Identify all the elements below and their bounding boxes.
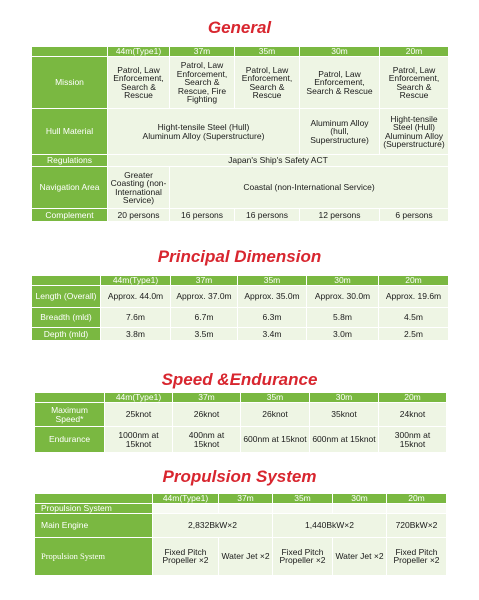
dimension-title: Principal Dimension [157, 247, 322, 266]
col-header-20m: 20m [380, 47, 449, 57]
endurance-20m: 300nm at 15knot [379, 427, 447, 453]
depth-30m: 3.0m [307, 328, 379, 341]
mission-20m: Patrol, Law Enforcement, Search & Rescue [380, 57, 449, 109]
length-20m: Approx. 19.6m [379, 286, 449, 308]
propulsion-header-fill [153, 504, 219, 514]
engine-35m-30m: 1,440BkW×2 [273, 513, 387, 537]
col-header-30m: 30m [307, 276, 379, 286]
complement-30m: 12 persons [300, 209, 380, 222]
speed-44m: 25knot [105, 403, 173, 427]
col-header-20m: 20m [387, 494, 447, 504]
row-label-mission: Mission [32, 57, 108, 109]
complement-35m: 16 persons [235, 209, 300, 222]
complement-20m: 6 persons [380, 209, 449, 222]
navigation-rest: Coastal (non-International Service) [170, 167, 449, 209]
navigation-44m: Greater Coasting (non-International Service) [108, 167, 170, 209]
col-header-30m: 30m [333, 494, 387, 504]
row-label-navigation: Navigation Area [32, 167, 108, 209]
row-label-hull: Hull Material [32, 109, 108, 155]
regulations-value: Japan's Ship's Safety ACT [108, 155, 449, 167]
propulsion-header-fill [333, 504, 387, 514]
engine-44m-37m: 2,832BkW×2 [153, 513, 273, 537]
col-header-30m: 30m [310, 393, 379, 403]
row-label-max-speed: Maximum Speed* [35, 403, 105, 427]
propulsion-header-fill [387, 504, 447, 514]
col-header-44m: 44m(Type1) [108, 47, 170, 57]
system-fixed-pitch-1: Fixed Pitch Propeller ×2 [153, 537, 219, 575]
length-35m: Approx. 35.0m [238, 286, 307, 308]
row-label-propulsion-system: Propulsion System [35, 537, 153, 575]
propulsion-title: Propulsion System [162, 467, 317, 486]
complement-44m: 20 persons [108, 209, 170, 222]
row-label-breadth: Breadth (mld) [32, 308, 101, 328]
system-water-jet-1: Water Jet ×2 [219, 537, 273, 575]
engine-20m: 720BkW×2 [387, 513, 447, 537]
speed-35m: 26knot [241, 403, 310, 427]
row-label-length: Length (Overall) [32, 286, 101, 308]
length-44m: Approx. 44.0m [101, 286, 171, 308]
col-header-20m: 20m [379, 276, 449, 286]
speed-37m: 26knot [173, 403, 241, 427]
dimension-table [31, 275, 449, 341]
header-blank [32, 276, 101, 286]
endurance-37m: 400nm at 15knot [173, 427, 241, 453]
row-label-complement: Complement [32, 209, 108, 222]
general-title: General [207, 18, 272, 37]
row-label-main-engine: Main Engine [35, 513, 153, 537]
endurance-35m: 600nm at 15knot [241, 427, 310, 453]
col-header-30m: 30m [300, 47, 380, 57]
breadth-37m: 6.7m [171, 308, 238, 328]
col-header-37m: 37m [171, 276, 238, 286]
length-37m: Approx. 37.0m [171, 286, 238, 308]
col-header-20m: 20m [379, 393, 447, 403]
endurance-44m: 1000nm at 15knot [105, 427, 173, 453]
hull-20m: Hight-tensile Steel (Hull) Aluminum Alloy (Superstructure) [380, 109, 449, 155]
col-header-37m: 37m [219, 494, 273, 504]
length-30m: Approx. 30.0m [307, 286, 379, 308]
col-header-44m: 44m(Type1) [153, 494, 219, 504]
depth-35m: 3.4m [238, 328, 307, 341]
mission-37m: Patrol, Law Enforcement, Search & Rescue, Fire Fighting [170, 57, 235, 109]
depth-20m: 2.5m [379, 328, 449, 341]
col-header-35m: 35m [241, 393, 310, 403]
row-label-propulsion-header: Propulsion System [35, 504, 153, 514]
endurance-30m: 600nm at 15knot [310, 427, 379, 453]
general-table [31, 46, 449, 222]
col-header-37m: 37m [173, 393, 241, 403]
breadth-30m: 5.8m [307, 308, 379, 328]
depth-44m: 3.8m [101, 328, 171, 341]
mission-30m: Patrol, Law Enforcement, Search & Rescue [300, 57, 380, 109]
hull-aluminum: Aluminum Alloy (hull, Superstructure) [300, 109, 380, 155]
mission-44m: Patrol, Law Enforcement, Search & Rescue [108, 57, 170, 109]
row-label-depth: Depth (mld) [32, 328, 101, 341]
propulsion-header-fill [219, 504, 273, 514]
propulsion-header-fill [273, 504, 333, 514]
row-label-endurance: Endurance [35, 427, 105, 453]
speed-table [34, 392, 447, 453]
propulsion-table [34, 493, 447, 576]
hull-steel: Hight-tensile Steel (Hull) Aluminum Alloy (Superstructure) [108, 109, 300, 155]
col-header-44m: 44m(Type1) [105, 393, 173, 403]
col-header-37m: 37m [170, 47, 235, 57]
speed-20m: 24knot [379, 403, 447, 427]
breadth-35m: 6.3m [238, 308, 307, 328]
system-fixed-pitch-2: Fixed Pitch Propeller ×2 [273, 537, 333, 575]
breadth-44m: 7.6m [101, 308, 171, 328]
mission-35m: Patrol, Law Enforcement, Search & Rescue [235, 57, 300, 109]
depth-37m: 3.5m [171, 328, 238, 341]
row-label-regulations: Regulations [32, 155, 108, 167]
col-header-35m: 35m [273, 494, 333, 504]
system-fixed-pitch-3: Fixed Pitch Propeller ×2 [387, 537, 447, 575]
header-blank [32, 47, 108, 57]
system-water-jet-2: Water Jet ×2 [333, 537, 387, 575]
col-header-35m: 35m [235, 47, 300, 57]
breadth-20m: 4.5m [379, 308, 449, 328]
col-header-35m: 35m [238, 276, 307, 286]
speed-title: Speed &Endurance [161, 370, 318, 389]
header-blank [35, 393, 105, 403]
speed-30m: 35knot [310, 403, 379, 427]
complement-37m: 16 persons [170, 209, 235, 222]
col-header-44m: 44m(Type1) [101, 276, 171, 286]
header-blank [35, 494, 153, 504]
